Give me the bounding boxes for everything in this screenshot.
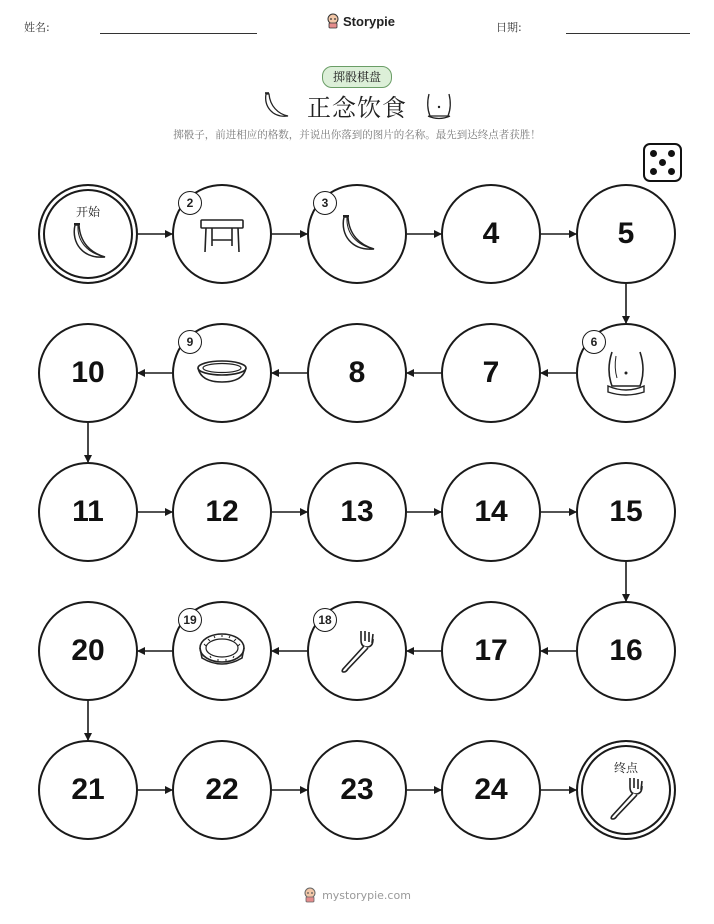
board-space-5: [576, 184, 676, 284]
board-space-15: [576, 462, 676, 562]
space-number: 20: [71, 634, 105, 667]
board-space-19: [172, 601, 272, 701]
banana-icon: [334, 211, 380, 257]
board-space-21: [38, 740, 138, 840]
instructions: 掷骰子，前进相应的格数，并说出你落到的图片的名称。最先到达终点者获胜！: [173, 129, 541, 141]
board-space-7: [441, 323, 541, 423]
space-number: 5: [617, 217, 635, 250]
space-number: 13: [340, 495, 374, 528]
board-space-12: [172, 462, 272, 562]
space-number: 14: [474, 495, 508, 528]
board-space-22: [172, 740, 272, 840]
board-space-20: [38, 601, 138, 701]
board-space-14: [441, 462, 541, 562]
space-number-badge: 19: [178, 608, 202, 632]
game-type-badge: 掷骰棋盘: [322, 66, 392, 88]
mascot-icon: [303, 887, 317, 903]
space-number: 12: [205, 495, 239, 528]
board-space-3: [307, 184, 407, 284]
board-space-6: [576, 323, 676, 423]
banana-icon: [65, 219, 111, 265]
board-space-4: [441, 184, 541, 284]
space-number: 22: [205, 773, 239, 806]
page-title: 正念饮食: [307, 94, 407, 122]
space-number-badge: 3: [313, 191, 337, 215]
belly-icon: [602, 348, 650, 398]
space-number-badge: 9: [178, 330, 202, 354]
space-number-badge: 18: [313, 608, 337, 632]
space-number: 8: [348, 356, 366, 389]
board-space-18: [307, 601, 407, 701]
space-number-badge: 2: [178, 191, 202, 215]
space-number: 24: [474, 773, 508, 806]
board-space-10: [38, 323, 138, 423]
logo-text: Storypie: [343, 13, 396, 29]
date-label: 日期:: [496, 21, 522, 34]
space-number: 23: [340, 773, 374, 806]
name-label: 姓名:: [24, 21, 50, 34]
stool-icon: [197, 212, 247, 256]
space-number: 10: [71, 356, 105, 389]
pie-icon: [196, 630, 248, 672]
fork-icon: [606, 774, 646, 822]
board-space-2: [172, 184, 272, 284]
finish-space: [576, 740, 676, 840]
board-space-8: [307, 323, 407, 423]
end-label: 终点: [613, 761, 638, 775]
start-space: [38, 184, 138, 284]
board-space-9: [172, 323, 272, 423]
space-number: 11: [72, 495, 104, 528]
space-number: 4: [482, 217, 500, 250]
space-number: 7: [482, 356, 500, 389]
board-space-11: [38, 462, 138, 562]
space-number: 21: [71, 773, 105, 806]
space-number-badge: 6: [582, 330, 606, 354]
space-number: 17: [474, 634, 508, 667]
start-label: 开始: [75, 205, 100, 219]
space-number: 16: [609, 634, 643, 667]
board-space-17: [441, 601, 541, 701]
space-number: 15: [609, 495, 643, 528]
board-space-13: [307, 462, 407, 562]
footer-site[interactable]: mystorypie.com: [322, 888, 411, 902]
board-space-23: [307, 740, 407, 840]
board-space-24: [441, 740, 541, 840]
bowl-icon: [195, 356, 249, 390]
footer: [0, 887, 714, 903]
fork-icon: [337, 627, 377, 675]
board-space-16: [576, 601, 676, 701]
